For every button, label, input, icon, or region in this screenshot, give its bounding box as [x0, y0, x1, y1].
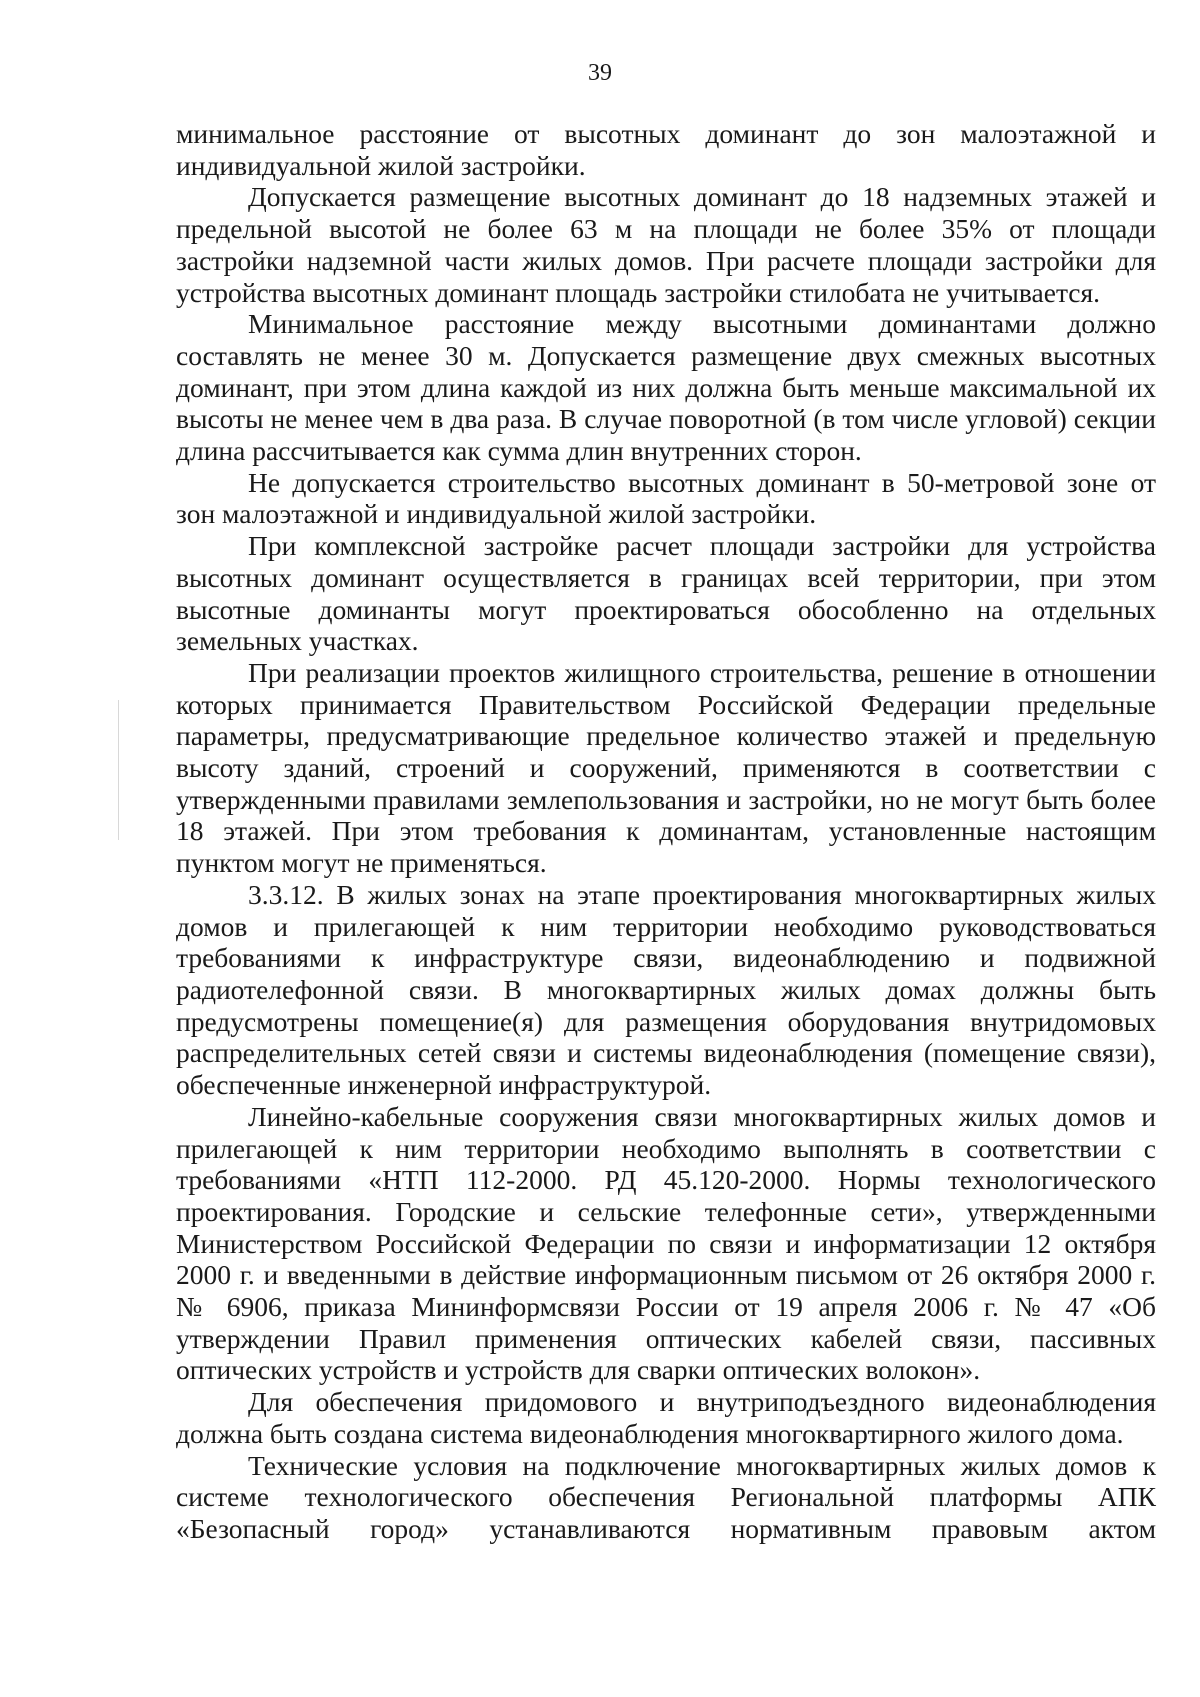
paragraph-section-3-3-12: 3.3.12. В жилых зонах на этапе проектирования многоквартирных жилых домов и прилегающей к ним территории необходимо руководствоваться требованиями к инфраструктуре связи, видеонаблюдению и подвижной радиотелефонной связи. В многоквартирных жилых домах должны быть предусмотрены помещение(я) для размещения оборудования внутридомовых распределительных сетей связи и системы видеонаблюдения (помещение связи), обеспеченные инженерной инфраструктурой.: [176, 878, 1156, 1101]
page-number: 39: [588, 60, 612, 86]
paragraph-continued: минимальное расстояние от высотных доминант до зон малоэтажной и индивидуальной жилой застройки.: [176, 118, 1156, 181]
paragraph-dominant-zone: Не допускается строительство высотных доминант в 50-метровой зоне от зон малоэтажной и индивидуальной жилой застройки.: [176, 466, 1156, 530]
document-body: [176, 118, 1156, 1545]
paragraph-cable-structures: Линейно-кабельные сооружения связи многоквартирных жилых домов и прилегающей к ним территории необходимо выполнять в соответствии с требованиями «НТП 112-2000. РД 45.120-2000. Нормы технологического проектирования. Городские и сельские телефонные сети», утвержденными Министерством Российской Федерации по связи и информатизации 12 октября 2000 г. и введенными в действие информационным письмом от 26 октября 2000 г. № 6906, приказа Мининформсвязи России от 19 апреля 2006 г. № 47 «Об утверждении Правил применения оптических кабелей связи, пассивных оптических устройств и устройств для сварки оптических волокон».: [176, 1100, 1156, 1386]
paragraph-technical-conditions: Технические условия на подключение многоквартирных жилых домов к системе технологического обеспечения Региональной платформы АПК «Безопасный город» устанавливаются нормативным правовым актом: [176, 1449, 1156, 1544]
paragraph-government-projects: При реализации проектов жилищного строительства, решение в отношении которых принимается Правительством Российской Федерации предельные параметры, предусматривающие предельное количество этажей и предельную высоту зданий, строений и сооружений, применяются в соответствии с утвержденными правилами землепользования и застройки, но не могут быть более 18 этажей. При этом требования к доминантам, установленные настоящим пунктом могут не применяться.: [176, 656, 1156, 879]
paragraph-complex-development: При комплексной застройке расчет площади застройки для устройства высотных доминант осуществляется в границах всей территории, при этом высотные доминанты могут проектироваться обособленно на отдельных земельных участках.: [176, 530, 1156, 657]
paragraph-dominant-distance: Минимальное расстояние между высотными доминантами должно составлять не менее 30 м. Допускается размещение двух смежных высотных доминант, при этом длина каждой из них должна быть меньше максимальной их высоты не менее чем в два раза. В случае поворотной (в том числе угловой) секции длина рассчитывается как сумма длин внутренних сторон.: [176, 308, 1156, 467]
paragraph-video-surveillance: Для обеспечения придомового и внутриподъездного видеонаблюдения должна быть создана система видеонаблюдения многоквартирного жилого дома.: [176, 1386, 1156, 1449]
paragraph-dominant-placement: Допускается размещение высотных доминант до 18 надземных этажей и предельной высотой не более 63 м на площади не более 35% от площади застройки надземной части жилых домов. При расчете площади застройки для устройства высотных доминант площадь застройки стилобата не учитывается.: [176, 181, 1156, 308]
scan-artifact-line: [118, 700, 119, 840]
